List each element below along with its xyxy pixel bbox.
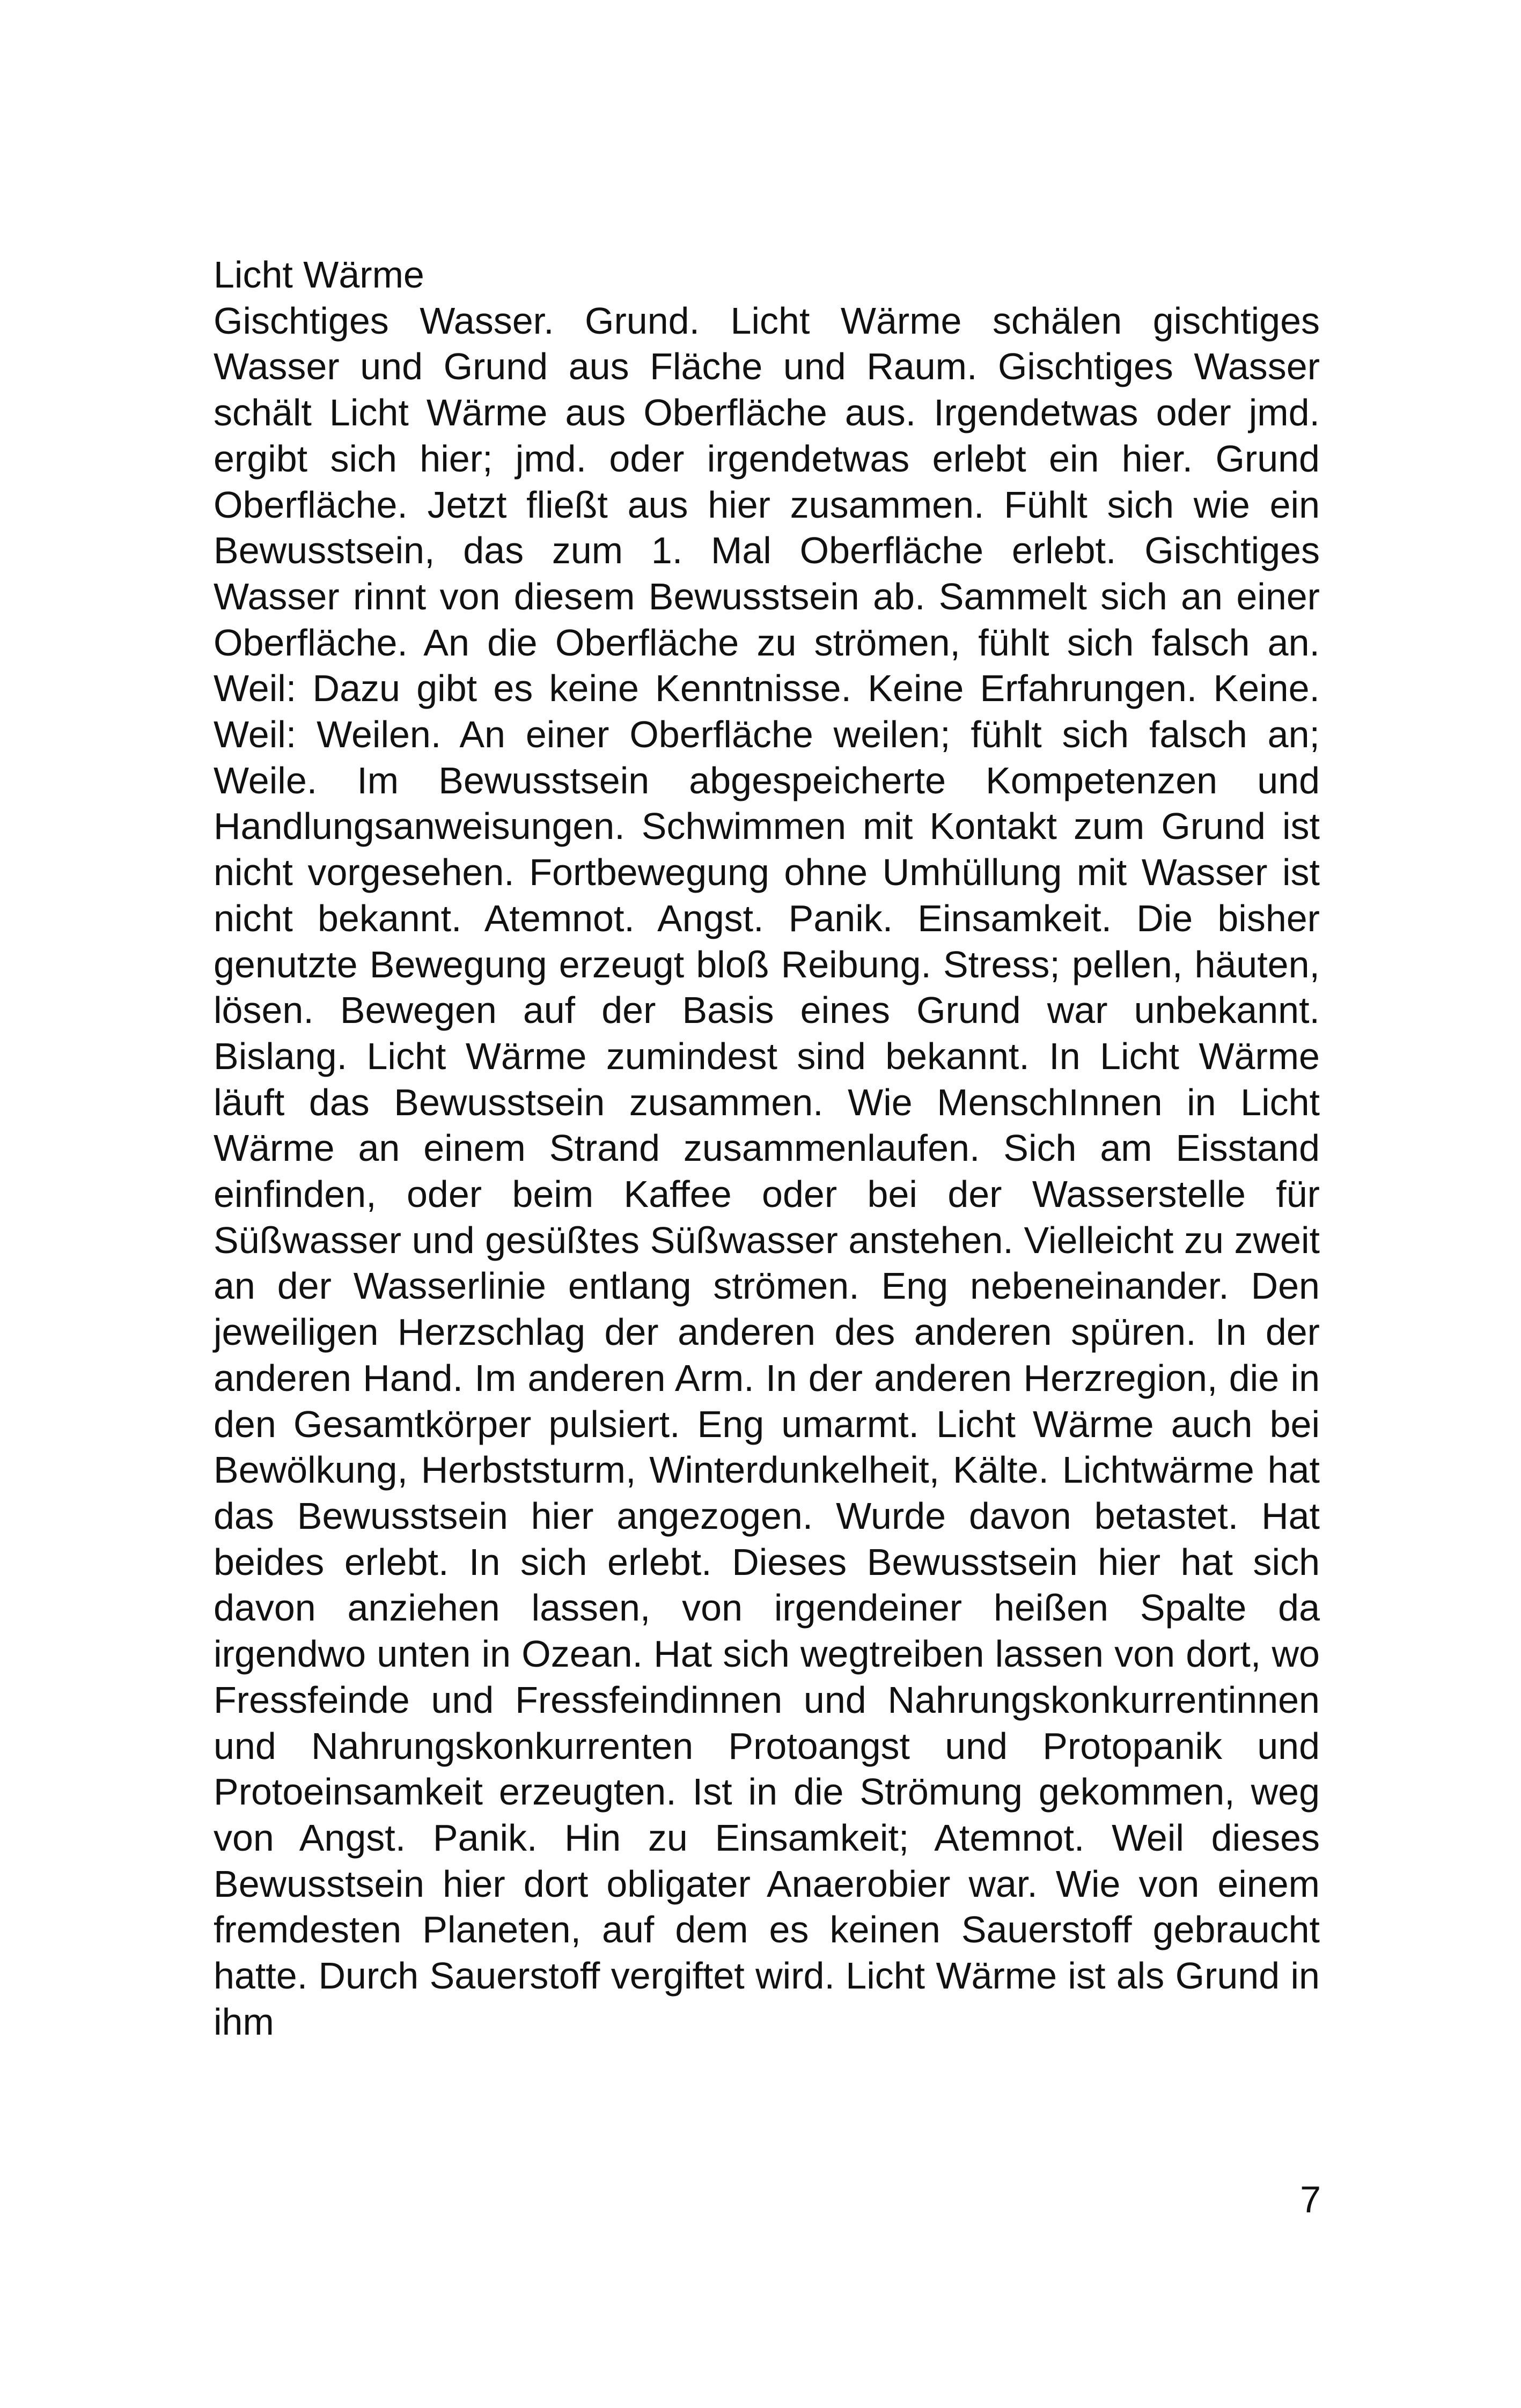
page-content [214,252,1320,2045]
section-title: Licht Wärme [214,254,424,296]
body-paragraph: Gischtiges Wasser. Grund. Licht Wärme schälen gischtiges Wasser und Grund aus Fläche und Raum. Gischtiges Wasser schält Licht Wärme aus Oberfläche aus. Irgendetwas oder jmd. ergibt sich hier; jmd. oder irgendetwas erlebt ein hier. Grund Oberfläche. Jetzt fließt aus hier zusammen. Fühlt sich wie ein Bewusstsein, das zum 1. Mal Oberfläche erlebt. Gischtiges Wasser rinnt von diesem Bewusstsein ab. Sammelt sich an einer Oberfläche. An die Oberfläche zu strömen, fühlt sich falsch an. Weil: Dazu gibt es keine Kenntnisse. Keine Erfahrungen. Keine. Weil: Weilen. An einer Oberfläche weilen; fühlt sich falsch an; Weile. Im Bewusstsein abgespeicherte Kompetenzen und Handlungsanweisungen. Schwimmen mit Kontakt zum Grund ist nicht vorgesehen. Fortbewegung ohne Umhüllung mit Wasser ist nicht bekannt. Atemnot. Angst. Panik. Einsamkeit. Die bisher genutzte Bewegung erzeugt bloß Reibung. Stress; pellen, häuten, lösen. Bewegen auf der Basis eines Grund war unbekannt. Bislang. Licht Wärme zumindest sind bekannt. In Licht Wärme läuft das Bewusstsein zusammen. Wie MenschInnen in Licht Wärme an einem Strand zusammenlaufen. Sich am Eisstand einfinden, oder beim Kaffee oder bei der Wasserstelle für Süßwasser und gesüßtes Süßwasser anstehen. Vielleicht zu zweit an der Wasserlinie entlang strömen. Eng nebeneinander. Den jeweiligen Herzschlag der anderen des anderen spüren. In der anderen Hand. Im anderen Arm. In der anderen Herzregion, die in den Gesamtkörper pulsiert. Eng umarmt. Licht Wärme auch bei Bewölkung, Herbststurm, Winterdunkelheit, Kälte. Lichtwärme hat das Bewusstsein hier angezogen. Wurde davon betastet. Hat beides erlebt. In sich erlebt. Dieses Bewusstsein hier hat sich davon anziehen lassen, von irgendeiner heißen Spalte da irgendwo unten in Ozean. Hat sich wegtreiben lassen von dort, wo Fressfeinde und Fressfeindinnen und Nahrungskonkurrentinnen und Nahrungskonkurrenten Protoangst und Protopanik und Protoeinsamkeit erzeugten. Ist in die Strömung gekommen, weg von Angst. Panik. Hin zu Einsamkeit; Atemnot. Weil dieses Bewusstsein hier dort obligater Anaerobier war. Wie von einem fremdesten Planeten, auf dem es keinen Sauerstoff gebraucht hatte. Durch Sauerstoff vergiftet wird. Licht Wärme ist als Grund in ihm [214,299,1320,2043]
page-number: 7 [1300,2178,1321,2220]
